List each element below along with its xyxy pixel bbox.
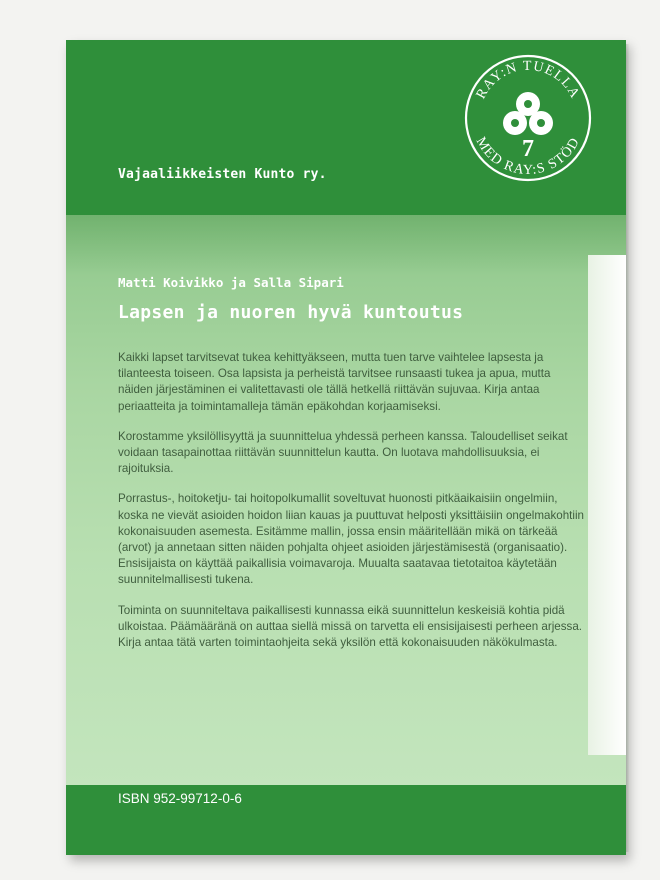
clover-icon [503,92,553,135]
isbn-number: ISBN 952-99712-0-6 [118,791,242,806]
emblem-numeral: 7 [522,136,534,162]
blurb-paragraph: Porrastus-, hoitoketju- tai hoitopolkumallit soveltuvat huonosti pitkäaikaisiin ongelmiin, koska ne vievät asioiden hoidon liian kauas ja puuttuvat helposti yksittäisiin ongelmakohtiin kokonaisuuden asemesta. Esitämme mallin, jossa ensin määritellään mikä on tärkeää (arvot) ja annetaan sitten näiden pohjalta ohjeet asioiden järjestämisestä (organisaatio). Ensisijaista on käyttää paikallisia voimavaroja. Muualta saatavaa tietotaitoa käytetään suunnitelmallisesti tukena. [118,492,584,587]
emblem-top-text: RAY:N TUELLA [473,58,583,102]
emblem-bottom-text: MED RAY:S STÖD [472,134,584,179]
right-white-strip [588,255,626,755]
ray-emblem [458,48,598,188]
book-page-edge [626,44,630,852]
blurb-paragraph: Korostamme yksilöllisyyttä ja suunnittelua yhdessä perheen kanssa. Taloudelliset seikat voidaan tasapainottaa riittävän suunnittelun kautta. On luotava mahdollisuuksia, ei rajoituksia. [118,429,568,476]
book-title: Lapsen ja nuoren hyvä kuntoutus [118,302,464,323]
publisher-name: Vajaaliikkeisten Kunto ry. [118,167,327,182]
book-back-cover [66,40,626,855]
blurb-text [118,350,588,665]
book-authors: Matti Koivikko ja Salla Sipari [118,275,344,290]
blurb-paragraph: Kaikki lapset tarvitsevat tukea kehittyäkseen, mutta tuen tarve vaihtelee lapsesta ja tilanteesta toiseen. Osa lapsista ja perheistä tarvitsee runsaasti tukea ja apua, mutta näiden järjestäminen ei valitettavasti ole tällä hetkellä riittävän sujuvaa. Kirja antaa periaatteita ja toimintamalleja tämän epäkohdan korjaamiseksi. [118,351,551,413]
blurb-paragraph: Toiminta on suunniteltava paikallisesti kunnassa eikä suunnittelun keskeisiä kohtia pidä ulkoistaa. Päämääränä on auttaa siellä missä on tarvetta eli ensisijaisesti perheen arjessa. Kirja antaa tätä varten toimintaohjeita sekä yksilön että kokonaisuuden näkökulmasta. [118,603,583,650]
